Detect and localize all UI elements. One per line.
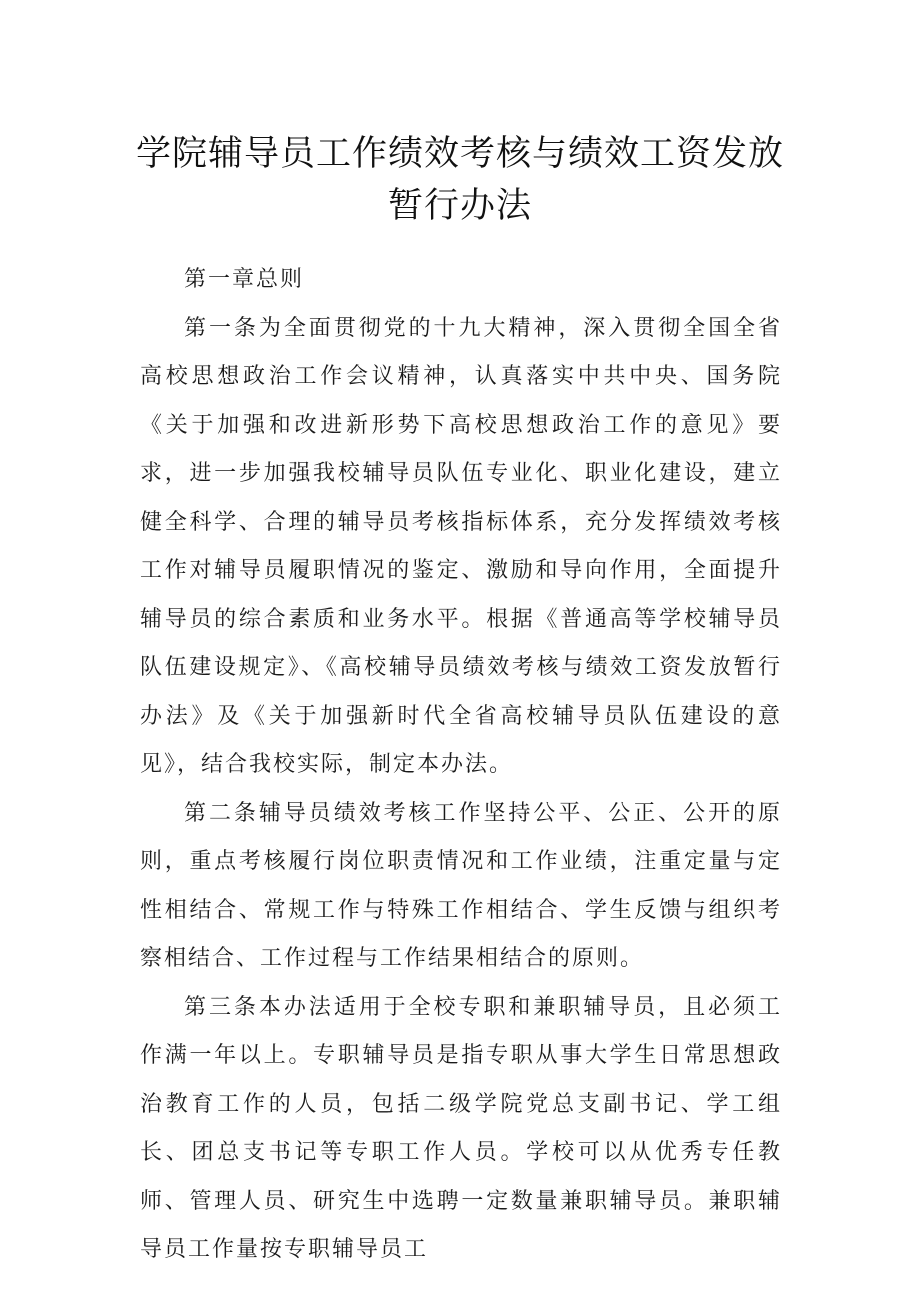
title-line-1: 学院辅导员工作绩效考核与绩效工资发放	[135, 134, 784, 174]
title-line-2: 暂行办法	[387, 186, 532, 226]
paragraph-article-2: 第二条辅导员绩效考核工作坚持公平、公正、公开的原则，重点考核履行岗位职责情况和工作业绩，注重定量与定性相结合、常规工作与特殊工作相结合、学生反馈与组织考察相结合、工作过程与工作结果相结合的原则。	[140, 800, 782, 971]
document-body	[140, 256, 782, 1275]
paragraph-article-1: 第一条为全面贯彻党的十九大精神，深入贯彻全国全省高校思想政治工作会议精神，认真落实中共中央、国务院《关于加强和改进新形势下高校思想政治工作的意见》要求，进一步加强我校辅导员队伍专业化、职业化建设，建立健全科学、合理的辅导员考核指标体系，充分发挥绩效考核工作对辅导员履职情况的鉴定、激励和导向作用，全面提升辅导员的综合素质和业务水平。根据《普通高等学校辅导员队伍建设规定》、《高校辅导员绩效考核与绩效工资发放暂行办法》及《关于加强新时代全省高校辅导员队伍建设的意见》，结合我校实际，制定本办法。	[140, 315, 782, 777]
paragraph-article-3: 第三条本办法适用于全校专职和兼职辅导员，且必须工作满一年以上。专职辅导员是指专职从事大学生日常思想政治教育工作的人员，包括二级学院党总支副书记、学工组长、团总支书记等专职工作人员。学校可以从优秀专任教师、管理人员、研究生中选聘一定数量兼职辅导员。兼职辅导员工作量按专职辅导员工	[140, 994, 782, 1262]
document-title	[100, 128, 820, 232]
chapter-heading: 第一章总则	[184, 267, 305, 292]
